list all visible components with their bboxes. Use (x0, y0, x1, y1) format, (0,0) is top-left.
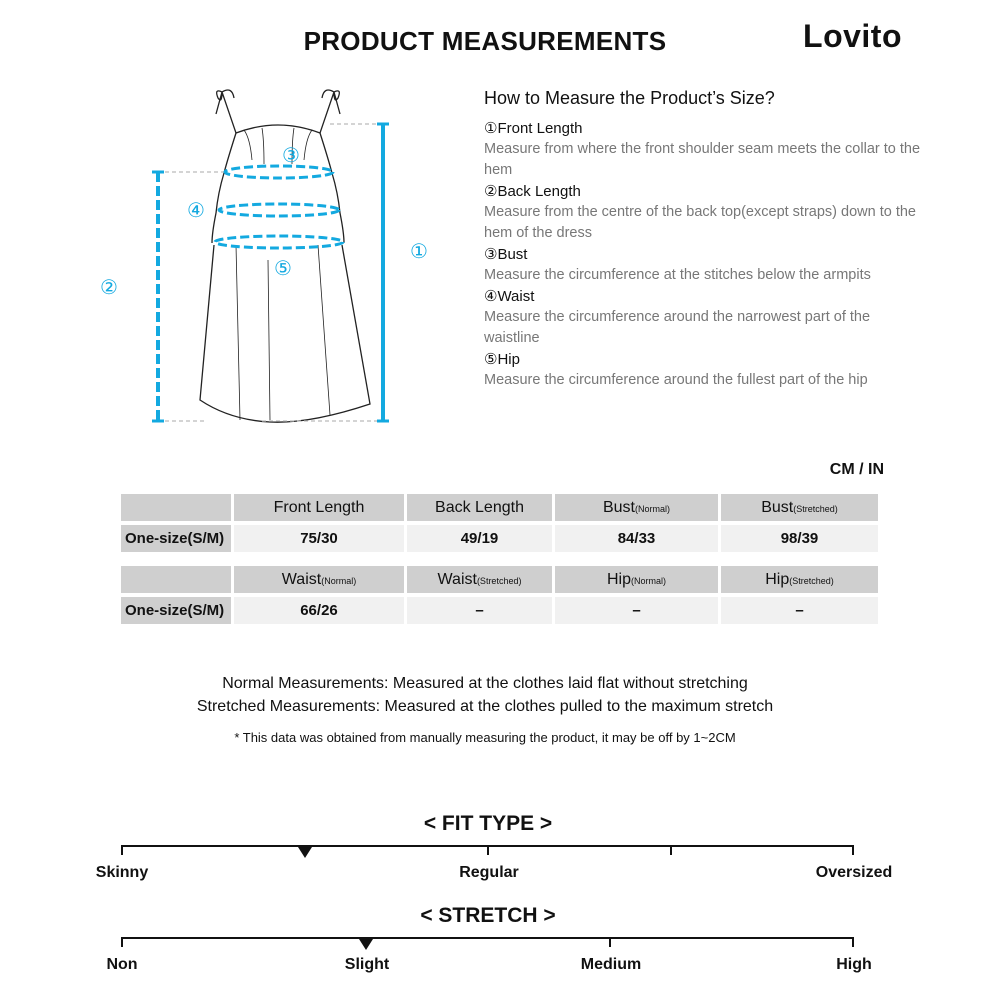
marker-hip: ⑤ (274, 258, 292, 280)
stretch-indicator (359, 939, 373, 950)
table-cell: – (407, 597, 552, 624)
guide-item-desc: Measure from where the front shoulder seam meets the collar to the hem (484, 141, 921, 178)
table-header: Waist(Stretched) (407, 566, 552, 593)
hip-line (215, 236, 343, 248)
stretch-label-medium: Medium (580, 956, 642, 973)
table-cell: – (721, 597, 878, 624)
measurement-notes (0, 672, 970, 718)
marker-waist: ④ (187, 200, 205, 222)
fit-label-skinny: Skinny (95, 864, 149, 881)
table-header: Bust(Normal) (555, 494, 718, 521)
stretch-label-non: Non (106, 956, 138, 973)
stretch-label-slight: Slight (344, 956, 390, 973)
fit-type-title: < FIT TYPE > (423, 812, 553, 835)
guide-item-desc: Measure the circumference around the narrowest part of the waistline (484, 309, 871, 346)
footnote: * This data was obtained from manually measuring the product, it may be off by 1~2CM (234, 730, 736, 745)
row-label: One-size(S/M) (121, 597, 231, 624)
table-cell: – (555, 597, 718, 624)
fit-type-scale (121, 845, 854, 857)
size-table-1 (118, 490, 881, 556)
table-cell: 98/39 (721, 525, 878, 552)
page-title: PRODUCT MEASUREMENTS (303, 26, 667, 56)
stretch-label-high: High (836, 956, 872, 973)
guide-item-desc: Measure the circumference around the fullest part of the hip (484, 372, 868, 388)
table-header: Hip(Normal) (555, 566, 718, 593)
stretched-note: Stretched Measurements: Measured at the clothes pulled to the maximum stretch (196, 698, 774, 715)
guide-item-desc: Measure from the centre of the back top(except straps) down to the hem of the dress (484, 204, 916, 241)
guide-item-title: ④Waist (484, 288, 535, 305)
row-label: One-size(S/M) (121, 525, 231, 552)
guide-item-title: ①Front Length (484, 120, 583, 137)
fit-type-indicator (298, 847, 312, 858)
normal-note: Normal Measurements: Measured at the clothes laid flat without stretching (222, 675, 748, 692)
guide-item-desc: Measure the circumference at the stitches below the armpits (484, 267, 871, 283)
table-header: Hip(Stretched) (721, 566, 878, 593)
table-header: Back Length (407, 494, 552, 521)
fit-label-regular: Regular (459, 864, 519, 881)
waist-line (219, 204, 339, 216)
measurement-guides (152, 124, 389, 421)
table-header: Bust(Stretched) (721, 494, 878, 521)
guide-heading: How to Measure the Product’s Size? (484, 88, 775, 108)
table-cell: 84/33 (555, 525, 718, 552)
table-corner (121, 566, 231, 593)
table-cell: 66/26 (234, 597, 404, 624)
marker-bust: ③ (282, 145, 300, 167)
table-cell: 49/19 (407, 525, 552, 552)
stretch-title: < STRETCH > (420, 904, 556, 927)
table-corner (121, 494, 231, 521)
table-cell: 75/30 (234, 525, 404, 552)
table-header: Waist(Normal) (234, 566, 404, 593)
marker-back-length: ② (100, 277, 118, 299)
measurement-guide (484, 118, 924, 391)
guide-item-title: ②Back Length (484, 183, 581, 200)
stretch-scale (121, 937, 854, 949)
table-header: Front Length (234, 494, 404, 521)
fit-label-oversized: Oversized (815, 864, 893, 881)
bust-line (225, 166, 333, 178)
marker-front-length: ① (410, 241, 428, 263)
unit-label: CM / IN (829, 461, 884, 478)
guide-item-title: ③Bust (484, 246, 528, 263)
size-table-2 (118, 562, 881, 628)
guide-item-title: ⑤Hip (484, 351, 520, 368)
dress-diagram (90, 80, 450, 440)
brand-logo: Lovito (803, 18, 902, 54)
